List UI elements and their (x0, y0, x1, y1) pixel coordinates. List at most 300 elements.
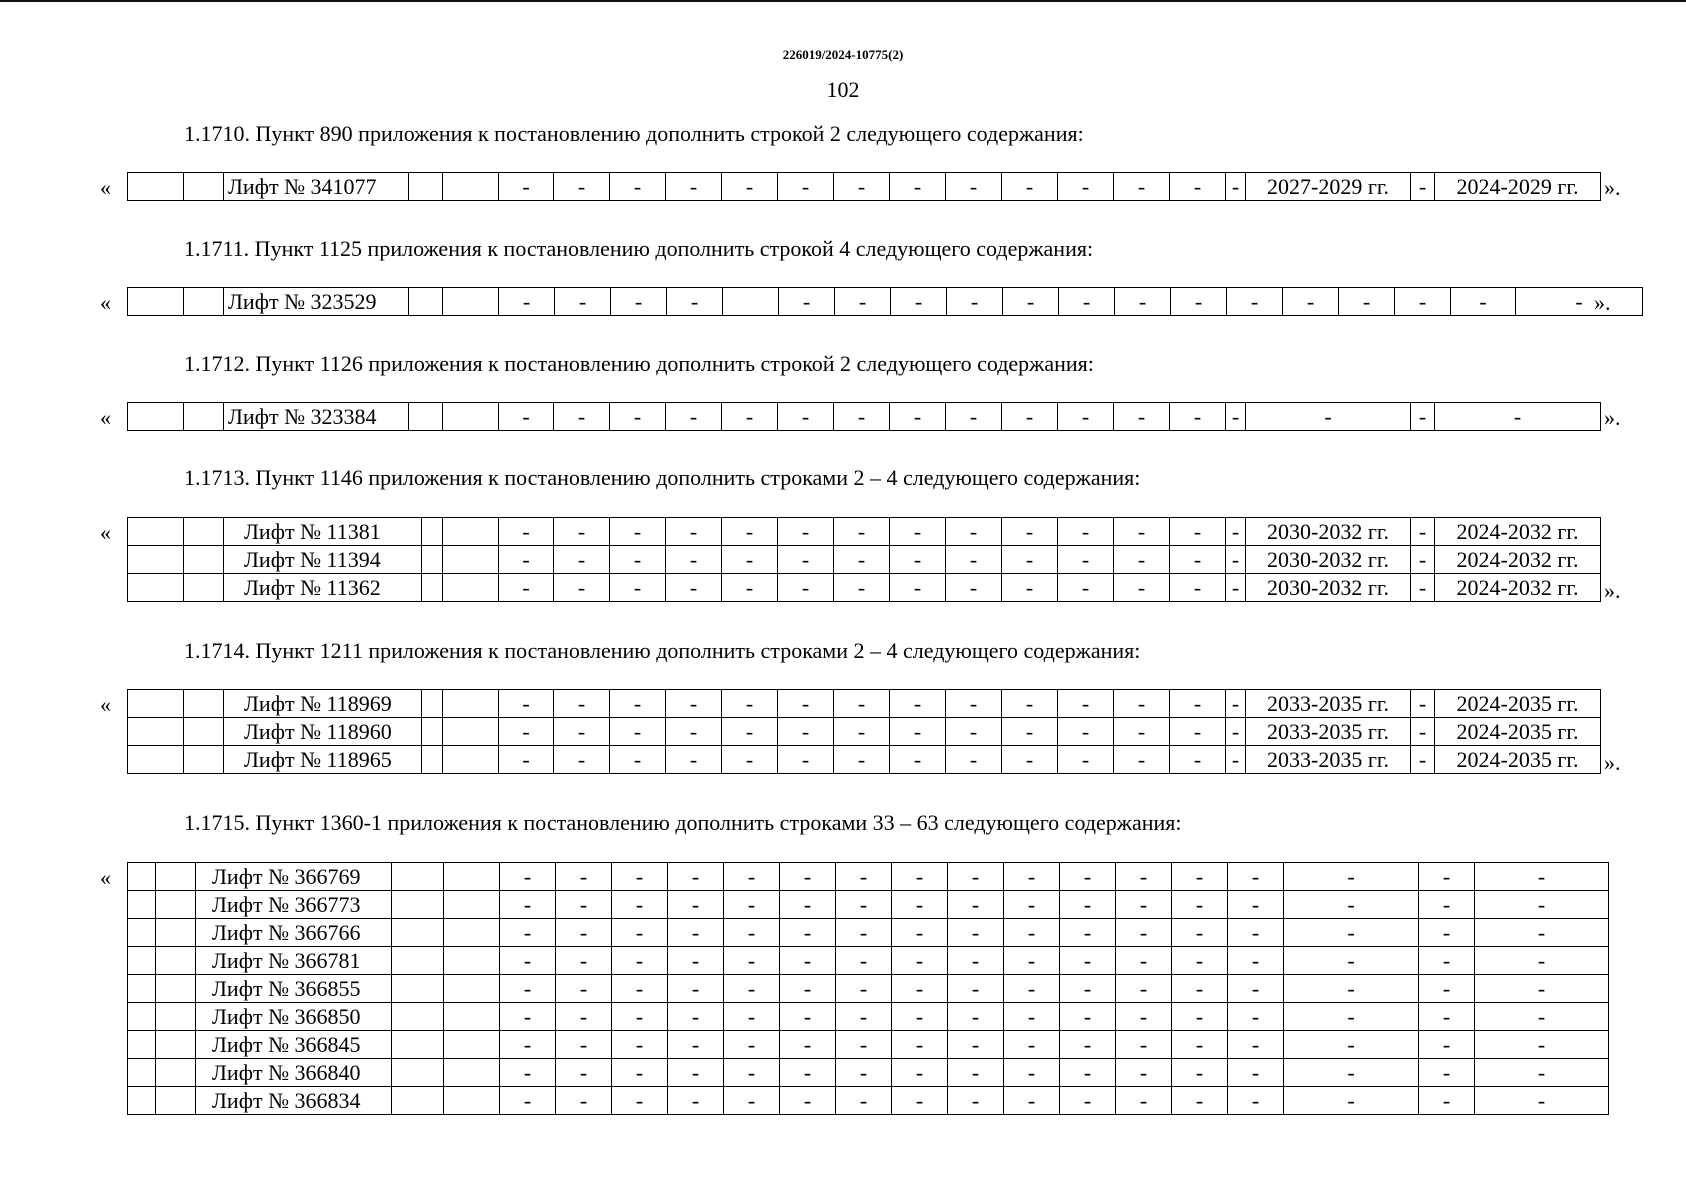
dash-cell: - (836, 947, 892, 975)
dash-cell: - (1115, 288, 1171, 316)
blank-cell (392, 891, 444, 919)
table-1711 (127, 287, 1643, 316)
period-cell: - (1284, 1059, 1419, 1087)
table-row (128, 863, 1609, 891)
dash-cell: - (1114, 403, 1170, 431)
blank-cell (156, 919, 196, 947)
dash-cell: - (1058, 518, 1114, 546)
blank-cell (444, 1031, 500, 1059)
dash-cell: - (1226, 690, 1246, 718)
lift-name: Лифт № 341077 (224, 173, 409, 201)
blank-cell (392, 1003, 444, 1031)
dash-cell: - (1411, 403, 1435, 431)
lift-name: Лифт № 366766 (196, 919, 392, 947)
dash-cell: - (1228, 919, 1284, 947)
dash-cell: - (780, 947, 836, 975)
dash-cell: - (1419, 919, 1475, 947)
document-number: 226019/2024-10775(2) (782, 47, 904, 62)
dash-cell: - (1170, 746, 1226, 774)
total-period-cell: - (1475, 947, 1609, 975)
period-cell: 2027-2029 гг. (1246, 173, 1411, 201)
dash-cell: - (666, 746, 722, 774)
dash-cell: - (890, 546, 946, 574)
dash-cell: - (948, 1087, 1004, 1115)
dash-cell: - (1002, 718, 1058, 746)
blank-cell (422, 518, 443, 546)
dash-cell: - (1114, 546, 1170, 574)
table-row (128, 975, 1609, 1003)
dash-cell: - (500, 975, 556, 1003)
lift-name: Лифт № 366769 (196, 863, 392, 891)
dash-cell: - (554, 746, 610, 774)
dash-cell: - (1172, 947, 1228, 975)
dash-cell: - (612, 1003, 668, 1031)
total-period-cell: - (1475, 919, 1609, 947)
dash-cell: - (1170, 518, 1226, 546)
dash-cell: - (1228, 863, 1284, 891)
table-row (128, 891, 1609, 919)
blank-cell (392, 1031, 444, 1059)
opening-quote: « (100, 175, 111, 200)
dash-cell: - (499, 546, 554, 574)
lift-name: Лифт № 366850 (196, 1003, 392, 1031)
blank-cell (184, 718, 224, 746)
dash-cell: - (1058, 718, 1114, 746)
blank-cell (443, 546, 499, 574)
blank-cell (443, 403, 499, 431)
dash-cell: - (556, 1003, 612, 1031)
dash-cell: - (554, 546, 610, 574)
total-period-cell: 2024-2032 гг. (1435, 574, 1601, 602)
blank-cell (392, 919, 444, 947)
dash-cell: - (722, 718, 778, 746)
table-1714 (127, 689, 1601, 774)
blank-cell (392, 975, 444, 1003)
lift-name: Лифт № 366855 (196, 975, 392, 1003)
dash-cell: - (1226, 546, 1246, 574)
dash-cell: - (946, 518, 1002, 546)
dash-cell: - (1114, 574, 1170, 602)
blank-cell (422, 746, 443, 774)
dash-cell: - (948, 975, 1004, 1003)
dash-cell: - (1172, 891, 1228, 919)
blank-cell (156, 975, 196, 1003)
lift-name: Лифт № 11381 (224, 518, 422, 546)
dash-cell: - (1114, 173, 1170, 201)
period-cell: 2033-2035 гг. (1246, 690, 1411, 718)
blank-cell (128, 947, 156, 975)
dash-cell: - (668, 891, 724, 919)
dash-cell: - (1411, 718, 1435, 746)
dash-cell: - (1172, 1003, 1228, 1031)
dash-cell: - (722, 546, 778, 574)
blank-cell (444, 1087, 500, 1115)
table-row (128, 518, 1601, 546)
dash-cell: - (610, 690, 666, 718)
dash-cell: - (1227, 288, 1283, 316)
dash-cell: - (946, 718, 1002, 746)
dash-cell: - (1004, 1003, 1060, 1031)
blank-cell (443, 746, 499, 774)
blank-cell (156, 1031, 196, 1059)
blank-cell (392, 863, 444, 891)
dash-cell: - (1411, 173, 1435, 201)
dash-cell: - (610, 718, 666, 746)
dash-cell: - (1004, 1087, 1060, 1115)
total-period-cell: - (1475, 891, 1609, 919)
dash-cell: - (1004, 919, 1060, 947)
blank-cell (128, 746, 184, 774)
blank-cell (184, 546, 224, 574)
lift-name: Лифт № 366773 (196, 891, 392, 919)
dash-cell: - (1228, 947, 1284, 975)
dash-cell: - (666, 518, 722, 546)
period-cell: - (1284, 975, 1419, 1003)
opening-quote: « (100, 865, 111, 890)
total-period-cell: 2024-2032 гг. (1435, 546, 1601, 574)
dash-cell: - (836, 1031, 892, 1059)
dash-cell: - (1170, 718, 1226, 746)
dash-cell: - (834, 718, 890, 746)
dash-cell: - (556, 1087, 612, 1115)
closing-quote: ». (1604, 405, 1621, 430)
table-1713 (127, 517, 1601, 602)
dash-cell: - (1060, 919, 1116, 947)
dash-cell: - (1226, 403, 1246, 431)
dash-cell: - (499, 403, 554, 431)
blank-cell (128, 574, 184, 602)
dash-cell: - (666, 718, 722, 746)
dash-cell: - (500, 1003, 556, 1031)
blank-cell (156, 891, 196, 919)
dash-cell: - (1060, 1087, 1116, 1115)
dash-cell: - (778, 546, 834, 574)
blank-cell (723, 288, 779, 316)
dash-cell: - (778, 718, 834, 746)
dash-cell: - (722, 173, 778, 201)
dash-cell: - (780, 891, 836, 919)
dash-cell: - (1002, 173, 1058, 201)
dash-cell: - (499, 690, 554, 718)
dash-cell: - (1058, 546, 1114, 574)
dash-cell: - (1419, 1003, 1475, 1031)
opening-quote: « (100, 290, 111, 315)
blank-cell (444, 975, 500, 1003)
dash-cell: - (610, 173, 666, 201)
dash-cell: - (554, 173, 610, 201)
dash-cell: - (836, 1003, 892, 1031)
dash-cell: - (667, 288, 723, 316)
dash-cell: - (1002, 574, 1058, 602)
dash-cell: - (836, 975, 892, 1003)
section-heading-1710: 1.1710. Пункт 890 приложения к постановлению дополнить строкой 2 следующего содержания: (184, 121, 1084, 146)
dash-cell: - (610, 518, 666, 546)
dash-cell: - (668, 1003, 724, 1031)
closing-quote: ». (1604, 750, 1621, 775)
table-row (128, 1087, 1609, 1115)
table-row (128, 546, 1601, 574)
dash-cell: - (892, 891, 948, 919)
dash-cell: - (555, 288, 611, 316)
table-row (128, 919, 1609, 947)
dash-cell: - (891, 288, 947, 316)
blank-cell (392, 1087, 444, 1115)
dash-cell: - (778, 574, 834, 602)
dash-cell: - (892, 1059, 948, 1087)
dash-cell: - (946, 403, 1002, 431)
dash-cell: - (1060, 975, 1116, 1003)
dash-cell: - (1419, 947, 1475, 975)
dash-cell: - (612, 863, 668, 891)
dash-cell: - (1114, 718, 1170, 746)
section-heading-1714: 1.1714. Пункт 1211 приложения к постановлению дополнить строками 2 – 4 следующего содержания: (184, 638, 1141, 663)
dash-cell: - (890, 690, 946, 718)
dash-cell: - (1004, 1031, 1060, 1059)
dash-cell: - (612, 975, 668, 1003)
dash-cell: - (1060, 891, 1116, 919)
dash-cell: - (1419, 1031, 1475, 1059)
dash-cell: - (892, 1003, 948, 1031)
period-cell: - (1284, 863, 1419, 891)
dash-cell: - (1419, 863, 1475, 891)
dash-cell: - (612, 919, 668, 947)
dash-cell: - (947, 288, 1003, 316)
table-row (128, 288, 1643, 316)
dash-cell: - (1419, 1059, 1475, 1087)
period-cell: 2030-2032 гг. (1246, 574, 1411, 602)
dash-cell: - (556, 1059, 612, 1087)
period-cell: 2030-2032 гг. (1246, 518, 1411, 546)
dash-cell: - (946, 574, 1002, 602)
dash-cell: - (666, 690, 722, 718)
lift-name: Лифт № 366834 (196, 1087, 392, 1115)
dash-cell: - (554, 574, 610, 602)
dash-cell: - (890, 173, 946, 201)
dash-cell: - (722, 518, 778, 546)
dash-cell: - (1116, 1031, 1172, 1059)
dash-cell: - (890, 403, 946, 431)
dash-cell: - (500, 1031, 556, 1059)
dash-cell: - (1411, 746, 1435, 774)
blank-cell (184, 574, 224, 602)
period-cell: 2033-2035 гг. (1246, 746, 1411, 774)
dash-cell: - (1060, 1031, 1116, 1059)
lift-name: Лифт № 11362 (224, 574, 422, 602)
dash-cell: - (890, 518, 946, 546)
dash-cell: - (1228, 1059, 1284, 1087)
section-heading-1715: 1.1715. Пункт 1360-1 приложения к постановлению дополнить строками 33 – 63 следующего содержания: (184, 810, 1182, 835)
dash-cell: - (948, 863, 1004, 891)
dash-cell: - (892, 947, 948, 975)
blank-cell (422, 574, 443, 602)
dash-cell: - (1002, 690, 1058, 718)
dash-cell: - (724, 919, 780, 947)
dash-cell: - (499, 518, 554, 546)
lift-name: Лифт № 323384 (224, 403, 409, 431)
dash-cell: - (948, 919, 1004, 947)
dash-cell: - (1172, 1031, 1228, 1059)
dash-cell: - (1114, 746, 1170, 774)
blank-cell (444, 947, 500, 975)
total-period-cell: - (1475, 1003, 1609, 1031)
blank-cell (444, 1059, 500, 1087)
dash-cell: - (1058, 746, 1114, 774)
dash-cell: - (834, 690, 890, 718)
dash-cell: - (499, 718, 554, 746)
dash-cell: - (892, 1031, 948, 1059)
dash-cell: - (500, 947, 556, 975)
opening-quote: « (100, 520, 111, 545)
blank-cell (443, 288, 499, 316)
total-period-cell: 2024-2035 гг. (1435, 746, 1601, 774)
dash-cell: - (948, 1003, 1004, 1031)
dash-cell: - (1116, 863, 1172, 891)
total-period-cell: 2024-2029 гг. (1435, 173, 1601, 201)
dash-cell: - (499, 574, 554, 602)
blank-cell (443, 690, 499, 718)
period-cell: - (1284, 891, 1419, 919)
dash-cell: - (1411, 690, 1435, 718)
dash-cell: - (836, 919, 892, 947)
total-period-cell: 2024-2035 гг. (1435, 718, 1601, 746)
dash-cell: - (946, 746, 1002, 774)
total-period-cell: - (1435, 403, 1601, 431)
page-number: 102 (826, 77, 860, 102)
dash-cell: - (722, 690, 778, 718)
dash-cell: - (1226, 518, 1246, 546)
dash-cell: - (724, 1059, 780, 1087)
dash-cell: - (1395, 288, 1451, 316)
dash-cell: - (834, 173, 890, 201)
dash-cell: - (1419, 891, 1475, 919)
dash-cell: - (724, 975, 780, 1003)
blank-cell (443, 173, 499, 201)
opening-quote: « (100, 692, 111, 717)
dash-cell: - (948, 947, 1004, 975)
table-row (128, 746, 1601, 774)
dash-cell: - (612, 947, 668, 975)
dash-cell: - (1060, 863, 1116, 891)
section-heading-1711: 1.1711. Пункт 1125 приложения к постановлению дополнить строкой 4 следующего содержания: (184, 236, 1094, 261)
dash-cell: - (834, 746, 890, 774)
opening-quote: « (100, 405, 111, 430)
blank-cell (443, 518, 499, 546)
dash-cell: - (554, 718, 610, 746)
blank-cell (128, 863, 156, 891)
dash-cell: - (892, 1087, 948, 1115)
lift-name: Лифт № 366845 (196, 1031, 392, 1059)
blank-cell (128, 518, 184, 546)
dash-cell: - (500, 863, 556, 891)
dash-cell: - (1170, 690, 1226, 718)
dash-cell: - (836, 1087, 892, 1115)
dash-cell: - (666, 546, 722, 574)
blank-cell (156, 1003, 196, 1031)
dash-cell: - (500, 919, 556, 947)
dash-cell: - (668, 1059, 724, 1087)
period-cell: 2033-2035 гг. (1246, 718, 1411, 746)
dash-cell: - (666, 173, 722, 201)
lift-name: Лифт № 366781 (196, 947, 392, 975)
total-period-cell: 2024-2035 гг. (1435, 690, 1601, 718)
dash-cell: - (612, 1059, 668, 1087)
table-row (128, 403, 1601, 431)
dash-cell: - (780, 975, 836, 1003)
dash-cell: - (834, 574, 890, 602)
blank-cell (156, 1059, 196, 1087)
dash-cell: - (780, 1059, 836, 1087)
dash-cell: - (556, 1031, 612, 1059)
dash-cell: - (780, 1003, 836, 1031)
dash-cell: - (499, 288, 555, 316)
dash-cell: - (778, 746, 834, 774)
dash-cell: - (612, 1087, 668, 1115)
dash-cell: - (1059, 288, 1115, 316)
dash-cell: - (1060, 947, 1116, 975)
dash-cell: - (1226, 574, 1246, 602)
dash-cell: - (500, 1059, 556, 1087)
blank-cell (128, 718, 184, 746)
dash-cell: - (668, 1087, 724, 1115)
total-period-cell: - (1475, 1087, 1609, 1115)
dash-cell: - (668, 863, 724, 891)
dash-cell: - (1116, 891, 1172, 919)
lift-name: Лифт № 118965 (224, 746, 422, 774)
blank-cell (444, 919, 500, 947)
dash-cell: - (1002, 746, 1058, 774)
blank-cell (392, 1059, 444, 1087)
blank-cell (392, 947, 444, 975)
blank-cell (443, 718, 499, 746)
lift-name: Лифт № 118969 (224, 690, 422, 718)
blank-cell (184, 746, 224, 774)
blank-cell (422, 690, 443, 718)
dash-cell: - (1004, 1059, 1060, 1087)
dash-cell: - (668, 1031, 724, 1059)
total-period-cell: - (1475, 863, 1609, 891)
dash-cell: - (1116, 1059, 1172, 1087)
total-period-cell: - (1475, 1031, 1609, 1059)
dash-cell: - (499, 746, 554, 774)
table-row (128, 718, 1601, 746)
dash-cell: - (1226, 173, 1246, 201)
dash-cell: - (1170, 546, 1226, 574)
period-cell: - (1284, 919, 1419, 947)
dash-cell: - (1060, 1059, 1116, 1087)
dash-cell: - (1004, 975, 1060, 1003)
blank-cell (128, 1031, 156, 1059)
dash-cell: - (834, 518, 890, 546)
dash-cell: - (1171, 288, 1227, 316)
blank-cell (443, 574, 499, 602)
dash-cell: - (611, 288, 667, 316)
blank-cell (409, 173, 443, 201)
blank-cell (184, 288, 224, 316)
dash-cell: - (1058, 403, 1114, 431)
dash-cell: - (724, 1087, 780, 1115)
dash-cell: - (612, 891, 668, 919)
dash-cell: - (1172, 863, 1228, 891)
dash-cell: - (1116, 947, 1172, 975)
lift-name: Лифт № 323529 (224, 288, 409, 316)
dash-cell: - (610, 574, 666, 602)
dash-cell: - (500, 891, 556, 919)
dash-cell: - (666, 574, 722, 602)
blank-cell (128, 403, 184, 431)
dash-cell: - (1339, 288, 1395, 316)
blank-cell (128, 1059, 156, 1087)
dash-cell: - (890, 718, 946, 746)
